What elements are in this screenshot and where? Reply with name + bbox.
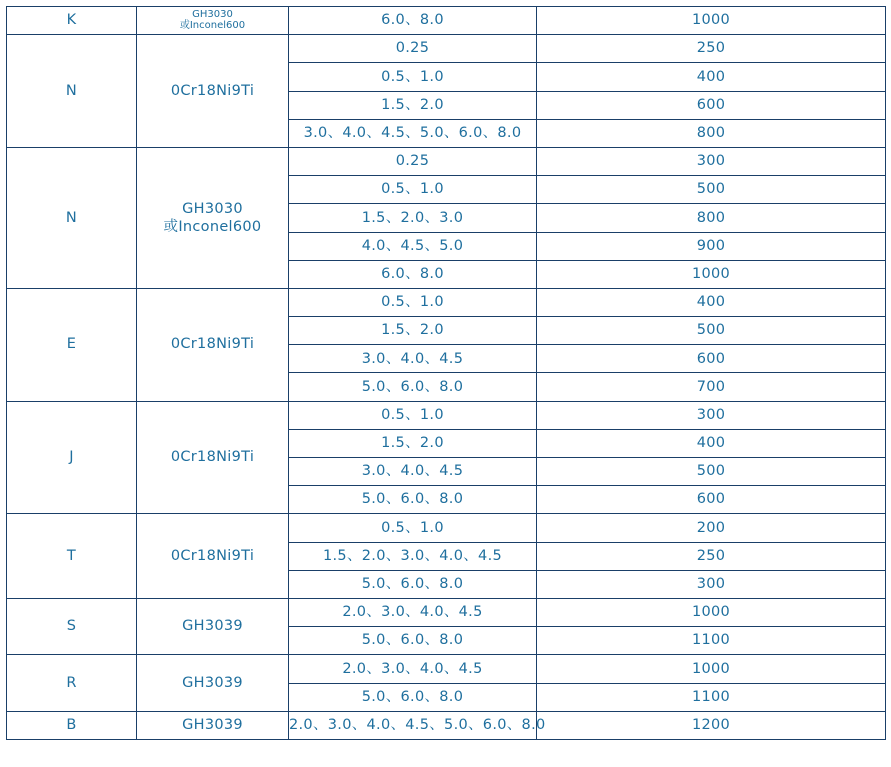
diameter-cell: 6.0、8.0 [289,260,537,288]
material-cell [137,288,289,401]
material-line: 0Cr18Ni9Ti [170,547,255,564]
temperature-cell: 200 [537,514,886,542]
diameter-cell: 3.0、4.0、4.5、5.0、6.0、8.0 [289,119,537,147]
thermocouple-spec-table-container [6,6,885,740]
material-line: GH3039 [182,716,243,733]
diameter-cell: 1.5、2.0、3.0、4.0、4.5 [289,542,537,570]
type-cell: J [7,401,137,514]
table-row [7,655,886,683]
temperature-cell: 400 [537,288,886,316]
diameter-cell: 3.0、4.0、4.5 [289,458,537,486]
temperature-cell: 400 [537,63,886,91]
table-row [7,288,886,316]
temperature-cell: 1000 [537,7,886,35]
table-row [7,711,886,739]
temperature-cell: 800 [537,119,886,147]
diameter-cell: 3.0、4.0、4.5 [289,345,537,373]
diameter-cell: 1.5、2.0 [289,317,537,345]
temperature-cell: 700 [537,373,886,401]
type-cell: N [7,147,137,288]
temperature-cell: 400 [537,429,886,457]
table-row [7,598,886,626]
type-cell: E [7,288,137,401]
type-cell: N [7,35,137,148]
thermocouple-spec-table [6,6,886,740]
material-line: GH3030 [192,9,233,21]
diameter-cell: 2.0、3.0、4.0、4.5 [289,655,537,683]
type-cell: B [7,711,137,739]
table-row [7,147,886,175]
diameter-cell: 2.0、3.0、4.0、4.5、5.0、6.0、8.0 [289,711,537,739]
temperature-cell: 600 [537,91,886,119]
type-cell: T [7,514,137,599]
temperature-cell: 600 [537,486,886,514]
temperature-cell: 500 [537,458,886,486]
material-cell [137,7,289,35]
diameter-cell: 0.5、1.0 [289,401,537,429]
type-cell: R [7,655,137,711]
material-cell [137,598,289,654]
diameter-cell: 0.5、1.0 [289,288,537,316]
diameter-cell: 0.5、1.0 [289,514,537,542]
temperature-cell: 900 [537,232,886,260]
material-cell [137,655,289,711]
temperature-cell: 1100 [537,627,886,655]
diameter-cell: 0.25 [289,147,537,175]
material-line: 或Inconel600 [179,19,246,31]
temperature-cell: 300 [537,401,886,429]
diameter-cell: 5.0、6.0、8.0 [289,486,537,514]
material-line: GH3039 [182,674,243,691]
diameter-cell: 4.0、4.5、5.0 [289,232,537,260]
material-line: 或Inconel600 [163,218,262,235]
temperature-cell: 1000 [537,598,886,626]
material-cell [137,401,289,514]
material-line: 0Cr18Ni9Ti [170,449,255,466]
temperature-cell: 1100 [537,683,886,711]
diameter-cell: 5.0、6.0、8.0 [289,627,537,655]
material-cell [137,35,289,148]
material-cell [137,514,289,599]
diameter-cell: 1.5、2.0 [289,429,537,457]
material-cell [137,147,289,288]
table-row [7,35,886,63]
type-cell: S [7,598,137,654]
temperature-cell: 600 [537,345,886,373]
temperature-cell: 500 [537,317,886,345]
type-cell: K [7,7,137,35]
temperature-cell: 250 [537,542,886,570]
temperature-cell: 250 [537,35,886,63]
diameter-cell: 5.0、6.0、8.0 [289,570,537,598]
table-row [7,7,886,35]
diameter-cell: 0.25 [289,35,537,63]
diameter-cell: 0.5、1.0 [289,176,537,204]
temperature-cell: 500 [537,176,886,204]
temperature-cell: 300 [537,147,886,175]
table-body [7,7,886,740]
table-row [7,401,886,429]
material-line: 0Cr18Ni9Ti [170,82,255,99]
table-row [7,514,886,542]
diameter-cell: 0.5、1.0 [289,63,537,91]
material-line: GH3039 [182,618,243,635]
diameter-cell: 2.0、3.0、4.0、4.5 [289,598,537,626]
diameter-cell: 6.0、8.0 [289,7,537,35]
diameter-cell: 5.0、6.0、8.0 [289,683,537,711]
temperature-cell: 300 [537,570,886,598]
material-line: 0Cr18Ni9Ti [170,336,255,353]
material-cell [137,711,289,739]
temperature-cell: 800 [537,204,886,232]
material-line: GH3030 [182,200,243,217]
diameter-cell: 1.5、2.0、3.0 [289,204,537,232]
diameter-cell: 5.0、6.0、8.0 [289,373,537,401]
temperature-cell: 1000 [537,655,886,683]
temperature-cell: 1000 [537,260,886,288]
temperature-cell: 1200 [537,711,886,739]
diameter-cell: 1.5、2.0 [289,91,537,119]
